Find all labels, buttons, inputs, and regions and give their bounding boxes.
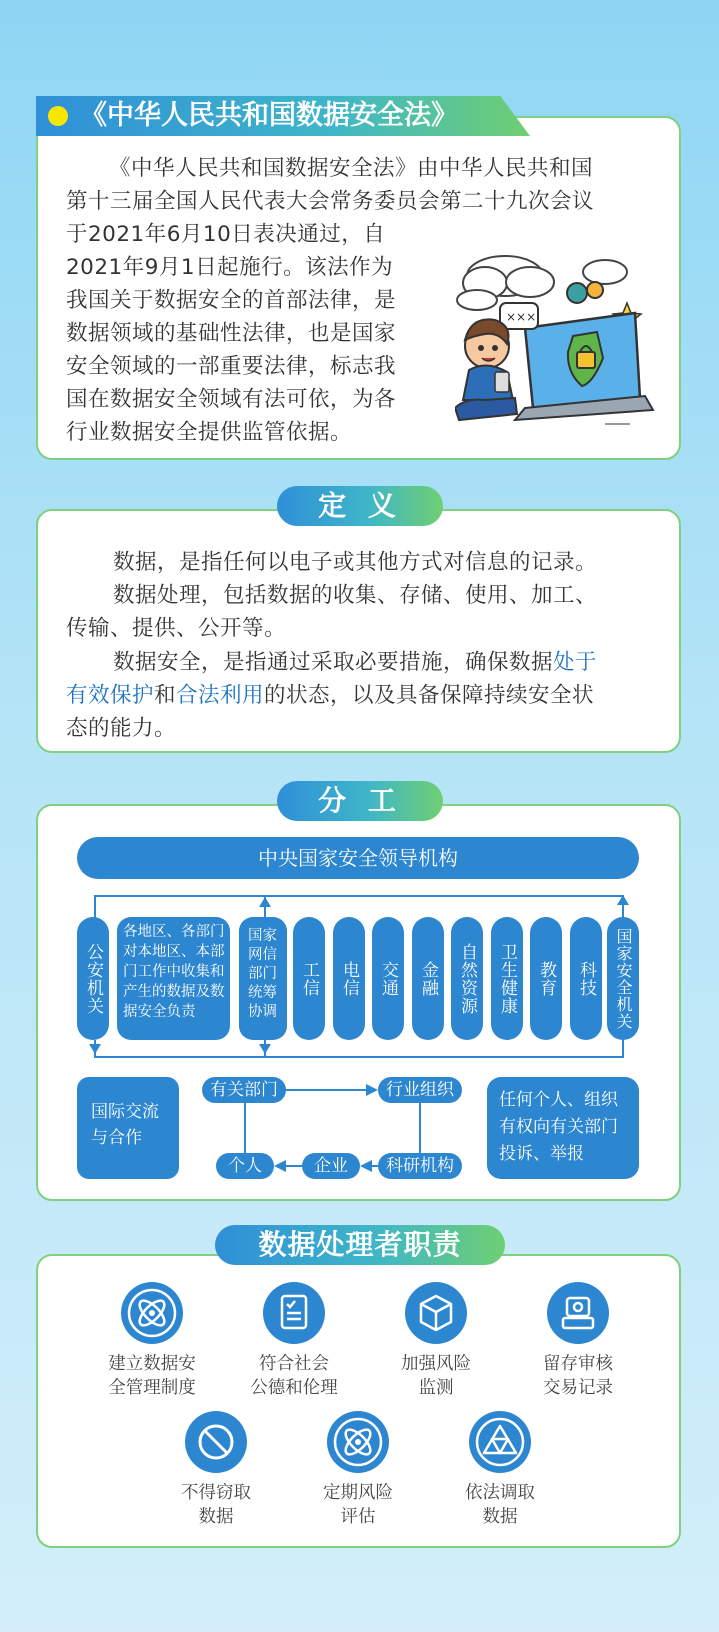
- svg-text:×××: ×××: [506, 310, 537, 324]
- arrow-up-icon: [617, 895, 629, 905]
- arrow-up-icon: [259, 897, 271, 907]
- public-security-organ: 公安机关: [77, 917, 109, 1040]
- duties-title: 数据处理者职责: [215, 1225, 505, 1265]
- flow-line: [244, 1103, 246, 1153]
- arrow-down-icon: [89, 1044, 101, 1054]
- document-check-icon: [263, 1282, 325, 1344]
- enterprises: 企业: [302, 1153, 360, 1179]
- law-line-3: 于2021年6月10日表决通过，自: [66, 222, 386, 247]
- sector-transport: 交通: [372, 917, 404, 1040]
- definition-security-1: 数据安全，是指通过采取必要措施，确保数据处于: [113, 650, 598, 675]
- state-security-organ: 国家安全机关: [607, 917, 639, 1040]
- duty-no-stealing-data: 不得窃取 数据: [141, 1411, 291, 1529]
- international-cooperation: 国际交流与合作: [77, 1077, 179, 1179]
- law-line-5: 我国关于数据安全的首部法律，是: [66, 288, 397, 313]
- law-line-4: 2021年9月1日起施行。该法作为: [66, 255, 394, 280]
- sector-education: 教育: [530, 917, 562, 1040]
- central-security-leadership: 中央国家安全领导机构: [77, 837, 639, 879]
- regions-departments-responsibility: 各地区、各部门对本地区、本部门工作中收集和产生的数据及数据安全负责: [117, 917, 230, 1040]
- duty-transaction-records: 留存审核 交易记录: [503, 1282, 653, 1400]
- duty-management-system: 建立数据安 全管理制度: [77, 1282, 227, 1400]
- flow-line: [419, 1103, 421, 1153]
- connector-line: [94, 895, 624, 897]
- arrow-down-icon: [259, 1044, 271, 1054]
- connector-line: [94, 1056, 624, 1058]
- definition-security-2: 有效保护和合法利用的状态，以及具备保障持续安全状: [66, 683, 595, 708]
- law-line-9: 行业数据安全提供监管依据。: [66, 420, 353, 445]
- sector-telecom: 电信: [333, 917, 365, 1040]
- sector-technology: 科技: [570, 917, 602, 1040]
- relevant-departments: 有关部门: [202, 1077, 286, 1103]
- law-title: 《中华人民共和国数据安全法》: [80, 100, 458, 131]
- definition-security-3: 态的能力。: [66, 716, 177, 741]
- prohibited-icon: [185, 1411, 247, 1473]
- cac-coordination: 国家网信部门统筹协调: [239, 917, 287, 1040]
- sector-gongxin: 工信: [293, 917, 325, 1040]
- arrow-right-icon: [366, 1084, 378, 1096]
- connector-line: [622, 1040, 624, 1056]
- definition-processing-1: 数据处理，包括数据的收集、存储、使用、加工、: [113, 583, 598, 608]
- cube-icon: [405, 1282, 467, 1344]
- law-line-6: 数据领域的基础性法律，也是国家: [66, 321, 397, 346]
- law-line-8: 国在数据安全领域有法可依，为各: [66, 387, 397, 412]
- flow-line: [372, 1165, 378, 1167]
- law-line-7: 安全领域的一部重要法律，标志我: [66, 354, 397, 379]
- division-title: 分 工: [277, 781, 443, 821]
- triangle-icon: [469, 1411, 531, 1473]
- yellow-dot-icon: [48, 106, 68, 126]
- definition-processing-2: 传输、提供、公开等。: [66, 616, 287, 641]
- sector-natural-resources: 自然资源: [451, 917, 483, 1040]
- individuals: 个人: [216, 1153, 274, 1179]
- flow-line: [286, 1089, 366, 1091]
- sector-finance: 金融: [412, 917, 444, 1040]
- flow-line: [286, 1165, 302, 1167]
- definition-title: 定 义: [277, 486, 443, 526]
- duty-lawful-data-access: 依法调取 数据: [425, 1411, 575, 1529]
- law-line-2: 第十三届全国人民代表大会常务委员会第二十九次会议: [66, 189, 595, 214]
- sector-health: 卫生健康: [491, 917, 523, 1040]
- atom-icon: [121, 1282, 183, 1344]
- record-icon: [547, 1282, 609, 1344]
- duty-risk-monitoring: 加强风险 监测: [361, 1282, 511, 1400]
- definition-data: 数据，是指任何以电子或其他方式对信息的记录。: [113, 550, 598, 575]
- duty-periodic-risk-assessment: 定期风险 评估: [283, 1411, 433, 1529]
- law-line-1: 《中华人民共和国数据安全法》由中华人民共和国: [109, 156, 594, 181]
- industry-organizations: 行业组织: [378, 1077, 462, 1103]
- research-institutions: 科研机构: [378, 1153, 462, 1179]
- atom-icon: [327, 1411, 389, 1473]
- arrow-left-icon: [360, 1160, 372, 1172]
- arrow-left-icon: [274, 1160, 286, 1172]
- boy-laptop-illustration: [455, 248, 655, 433]
- public-complaint-right: 任何个人、组织有权向有关部门投诉、举报: [487, 1077, 639, 1179]
- duty-social-ethics: 符合社会 公德和伦理: [219, 1282, 369, 1400]
